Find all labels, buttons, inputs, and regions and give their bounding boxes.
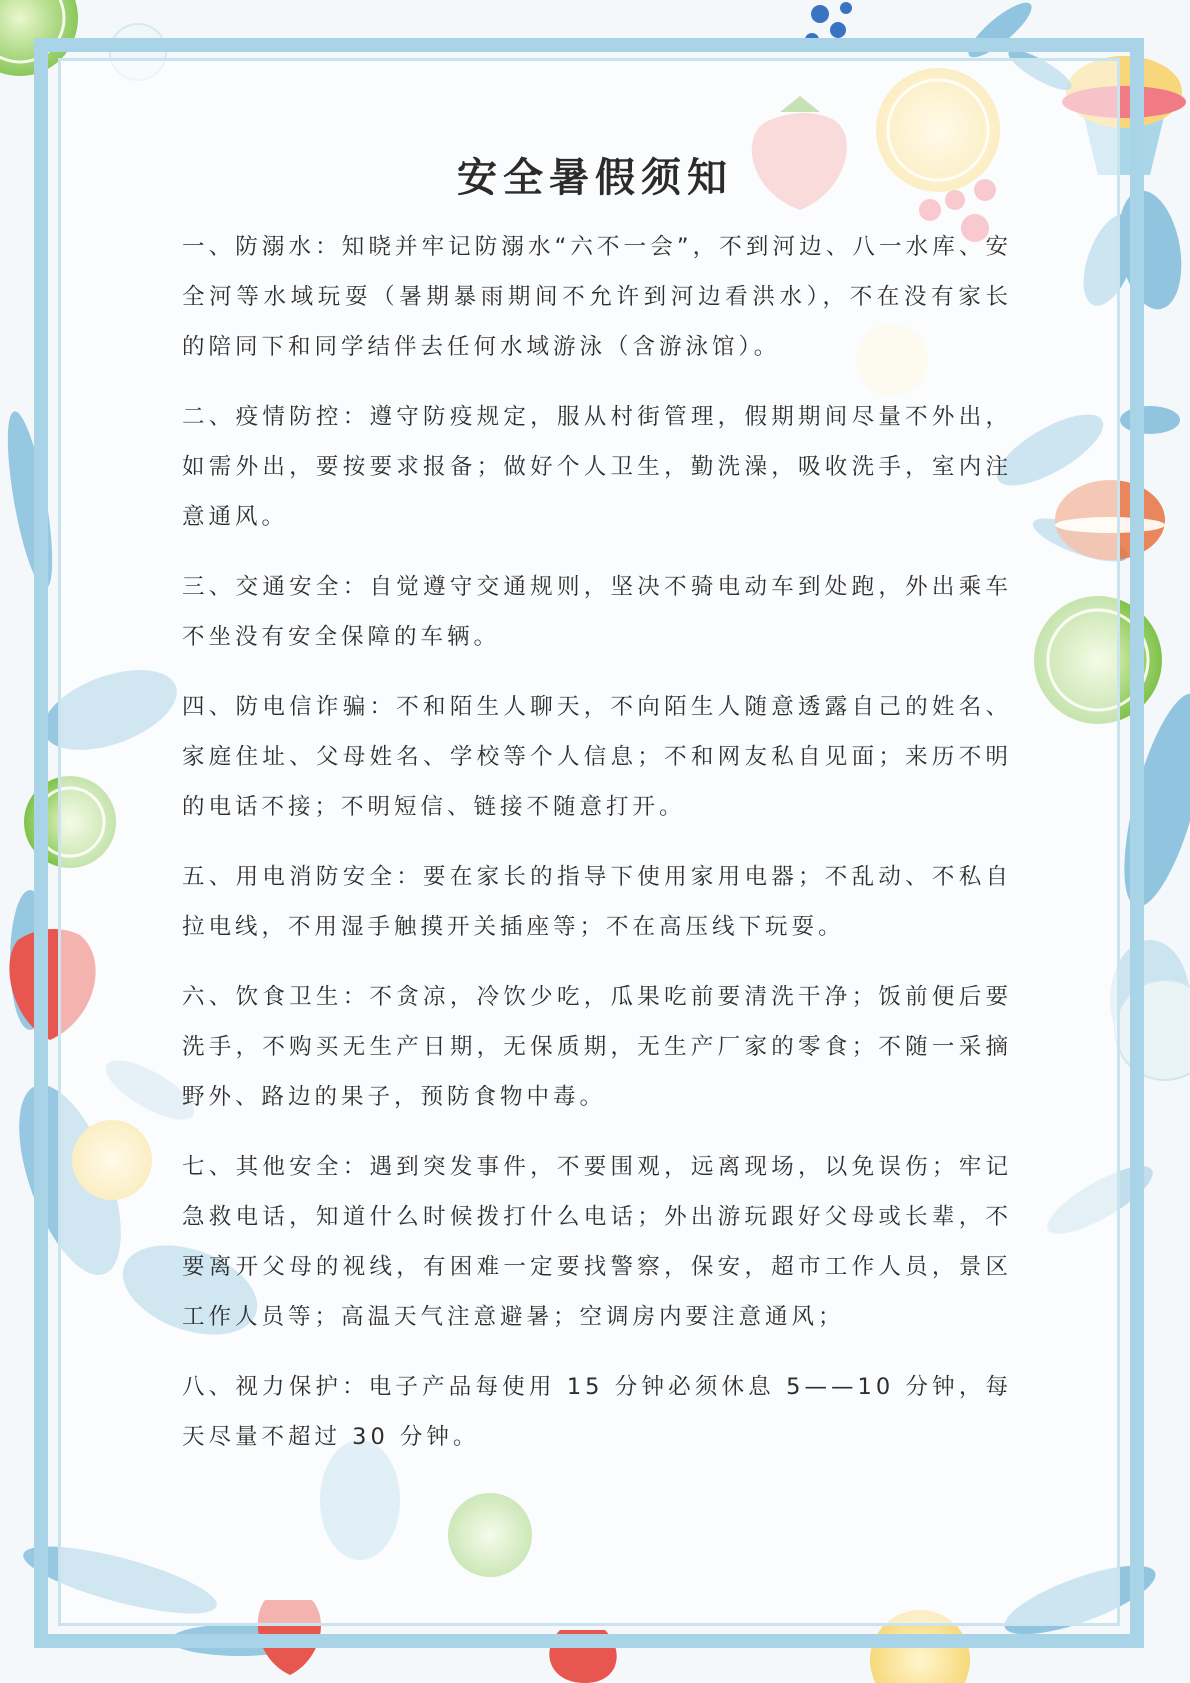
notice-body — [182, 222, 1012, 1482]
page-title: 安全暑假须知 — [457, 154, 733, 201]
notice-paragraph-other-safety: 七、其他安全：遇到突发事件，不要围观，远离现场，以免误伤；牢记急救电话，知道什么时候拨打什么电话；外出游玩跟好父母或长辈，不要离开父母的视线，有困难一定要找警察，保安，超市工作人员，景区工作人员等；高温天气注意避暑；空调房内要注意通风； — [182, 1154, 1012, 1330]
notice-paragraph-electricity-fire: 五、用电消防安全：要在家长的指导下使用家用电器；不乱动、不私自拉电线，不用湿手触摸开关插座等；不在高压线下玩耍。 — [182, 864, 1012, 940]
notice-paragraph-eyesight: 八、视力保护：电子产品每使用 15 分钟必须休息 5——10 分钟，每天尽量不超过 30 分钟。 — [182, 1374, 1012, 1450]
notice-paragraph-epidemic: 二、疫情防控：遵守防疫规定，服从村街管理，假期期间尽量不外出，如需外出，要按要求报备；做好个人卫生，勤洗澡，吸收洗手，室内注意通风。 — [182, 404, 1012, 530]
notice-paragraph-fraud: 四、防电信诈骗：不和陌生人聊天，不向陌生人随意透露自己的姓名、家庭住址、父母姓名、学校等个人信息；不和网友私自见面；来历不明的电话不接；不明短信、链接不随意打开。 — [182, 694, 1012, 820]
notice-paragraph-traffic: 三、交通安全：自觉遵守交通规则，坚决不骑电动车到处跑，外出乘车不坐没有安全保障的车辆。 — [182, 574, 1012, 650]
notice-paragraph-drowning: 一、防溺水：知晓并牢记防溺水“六不一会”，不到河边、八一水库、安全河等水域玩耍（暑期暴雨期间不允许到河边看洪水），不在没有家长的陪同下和同学结伴去任何水域游泳（含游泳馆）。 — [182, 234, 1012, 360]
notice-paragraph-food-hygiene: 六、饮食卫生：不贪凉，冷饮少吃，瓜果吃前要清洗干净；饭前便后要洗手，不购买无生产日期，无保质期，无生产厂家的零食；不随一采摘野外、路边的果子，预防食物中毒。 — [182, 984, 1012, 1110]
